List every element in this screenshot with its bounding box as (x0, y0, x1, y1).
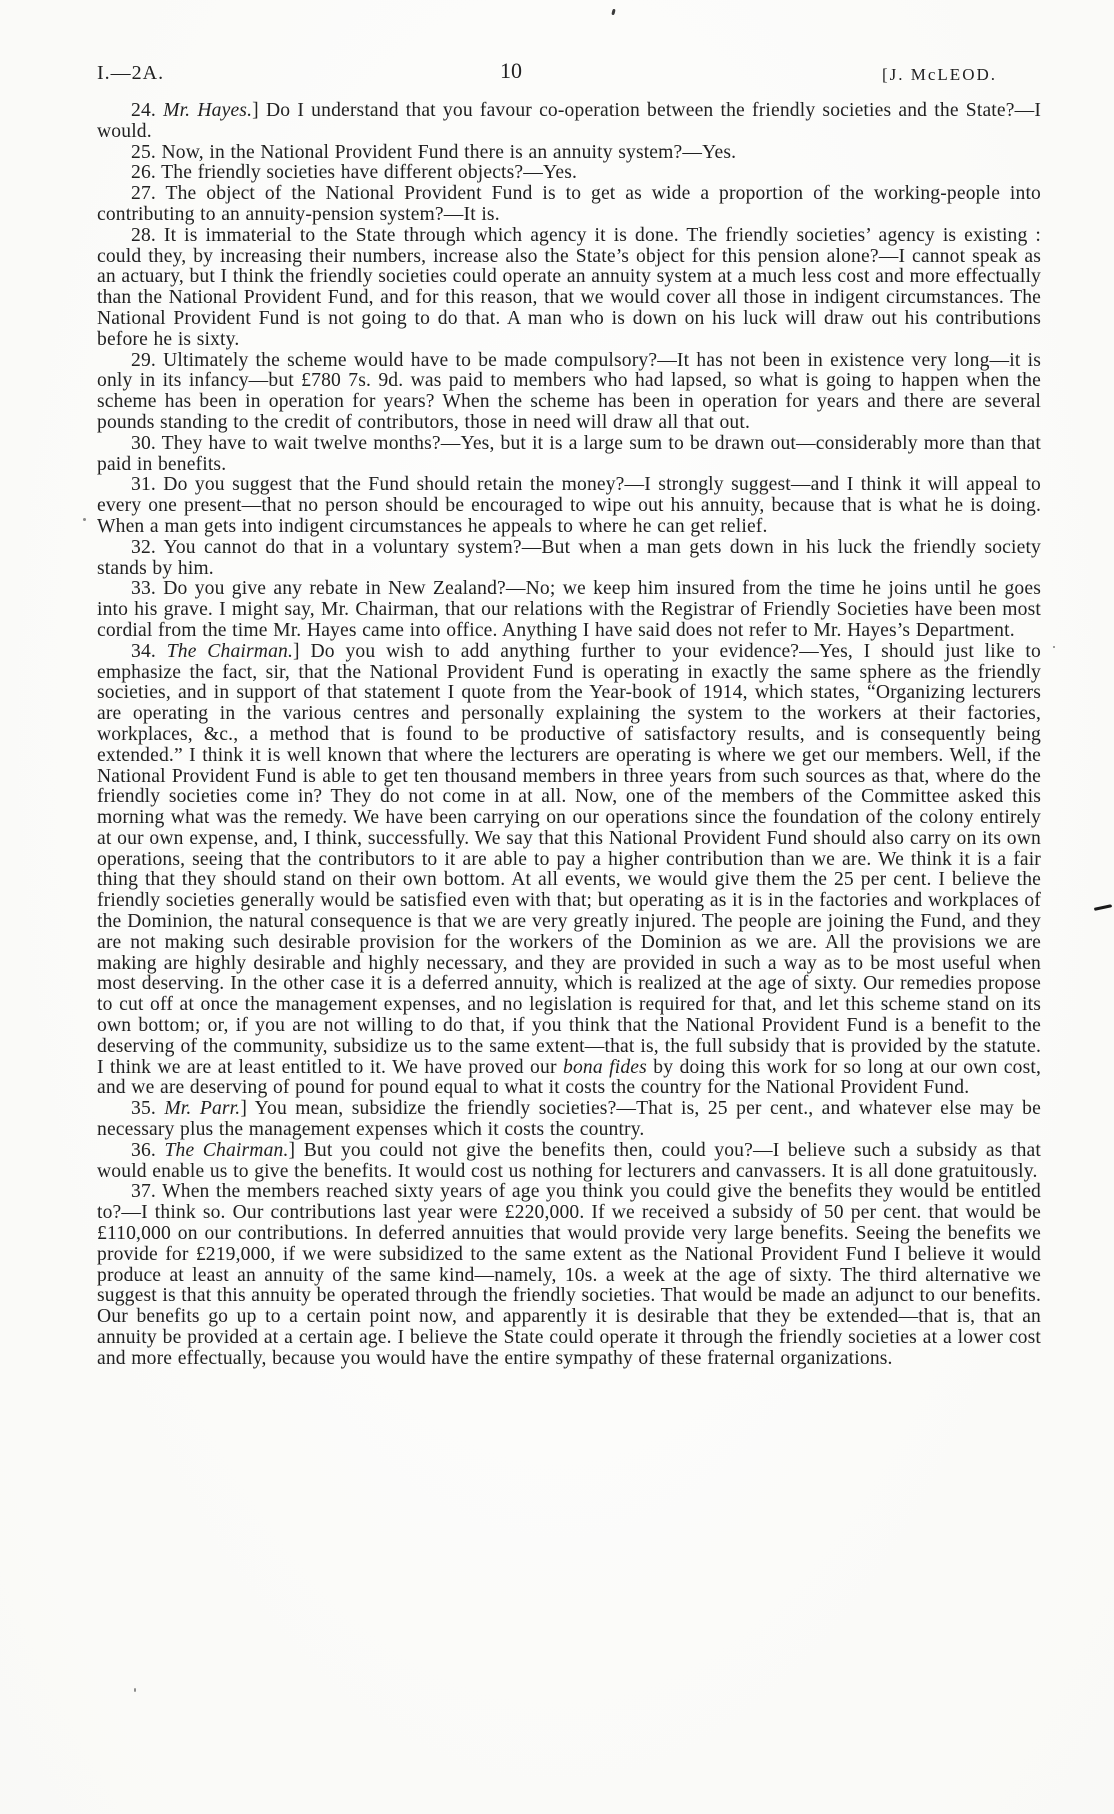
text-segment: 30. They have to wait twelve months?—Yes, but it is a large sum to be drawn out—considerably more than that paid in benefits. (97, 432, 1041, 475)
paragraph-26 (97, 163, 1041, 184)
italic-segment: Mr. Parr. (164, 1098, 241, 1120)
text-segment: 29. Ultimately the scheme would have to be made compulsory?—It has not been in existence very long—it is only in its infancy—but £780 7s. 9d. was paid to members who had lapsed, so what is going to happen when the scheme has been in operation for years? When the scheme has been in operation for years and there are several pounds standing to the credit of contributors, those in need will draw all that out. (97, 349, 1041, 433)
text-segment: ] But you could not give the benefits then, could you?—I believe such a subsidy as that would enable us to give the benefits. It would cost us nothing for lecturers and canvassers. It is all done gratuitously. (97, 1139, 1041, 1182)
document-signature: I.—2A. (97, 62, 165, 84)
witness-name-header: [J. McLEOD. (881, 65, 997, 84)
text-segment: 27. The object of the National Provident Fund is to get as wide a proportion of the working-people into contributing to an annuity-pension system?—It is. (97, 183, 1041, 225)
scan-speck (1053, 646, 1055, 648)
page-number: 10 (500, 58, 522, 83)
paragraph-37 (97, 1182, 1041, 1369)
text-segment: 28. It is immaterial to the State through which agency it is done. The friendly societies’ agency is existing : could they, by increasing their numbers, increase also the State’s object for this pension alone?—I cannot speak as an actuary, but I think the friendly societies could operate an annuity system at a much less cost and more effectually than the National Provident Fund, and for this reason, that we would cover all those in indigent circumstances. The National Provident Fund is not going to do that. A man who is down on his luck will draw out his contributions before he is sixty. (97, 224, 1041, 350)
testimony-text (97, 101, 1041, 1370)
text-segment: 33. Do you give any rebate in New Zealand?—No; we keep him insured from the time he joins until he goes into his grave. I might say, Mr. Chairman, that our relations with the Registrar of Friendly Societies have been most cordial from the time Mr. Hayes came into office. Anything I have said does not refer to Mr. Hayes’s Department. (97, 578, 1041, 641)
text-segment: by doing this work for so long at our own cost, and we are deserving of pound for pound equal to what it costs the country for the National Provident Fund. (97, 1056, 1041, 1099)
text-segment: 34. (131, 640, 167, 662)
paragraph-28 (97, 226, 1041, 351)
text-segment: ] Do you wish to add anything further to your evidence?—Yes, I should just like to emphasize the fact, sir, that the National Provident Fund is operating in exactly the same sphere as the friendly societies, and in support of that statement I quote from the Year-book of 1914, which states, “Organizing lecturers are operating in the various centres and personally explaining the system to the workers at their factories, workplaces, &c., a method that is found to be productive of satisfactory results, and is consequently being extended.” I think it is well known that where the lecturers are operating is where we get our members. Well, if the National Provident Fund is able to get ten thousand members in three years from such sources as that, where do the friendly societies come in? They do not come in at all. Now, one of the members of the Committee asked this morning what was the remedy. We have been carrying on our operations since the foundation of the colony entirely at our own expense, and, I think, successfully. We say that this National Provident Fund should also carry on its own operations, seeing that the contributors to it are able to pay a higher contribution than we are. We think it is a fair thing that they should stand on their own bottom. At all events, we would give them the 25 per cent. I believe the friendly societies generally would be satisfied even with that; but operating as it is in the factories and workplaces of the Dominion, the natural consequence is that we are very greatly injured. The people are joining the Fund, and they are not making such desirable provision for the workers of the Dominion as we are. All the provisions we are making are highly desirable and highly necessary, and they are provided in such a way as to be most useful when most deserving. In the other case it is a deferred annuity, which is realized at the age of sixty. Our remedies propose to cut off at once the management expenses, and no legislation is required for that, and let this scheme stand on its own bottom; or, if you are not willing to do that, if you think that the National Provident Fund is a benefit to the deserving of the community, subsidize us to the same extent—that is, the full subsidy that is provided by the statute. I think we are at least entitled to it. We have proved our (97, 640, 1041, 1078)
paragraph-29 (97, 351, 1041, 434)
text-segment: 25. Now, in the National Provident Fund there is an annuity system?—Yes. (131, 141, 737, 163)
pen-mark-artifact (1094, 904, 1112, 911)
text-segment: 31. Do you suggest that the Fund should retain the money?—I strongly suggest—and I think it will appeal to every one present—that no person should be encouraged to wipe out his annuity, because that is what he is doing. When a man gets into indigent circumstances he appeals to where he can get relief. (97, 474, 1041, 537)
text-segment: 36. (131, 1139, 165, 1161)
text-segment: 24. (131, 100, 164, 121)
text-segment: ] Do I understand that you favour co-operation between the friendly societies and the State?—I would. (97, 100, 1042, 142)
italic-segment: The Chairman. (166, 640, 294, 662)
text-segment: 26. The friendly societies have different objects?—Yes. (131, 162, 578, 184)
paragraph-36 (97, 1141, 1041, 1183)
text-segment: 32. You cannot do that in a voluntary system?—But when a man gets down in his luck the friendly society stands by him. (97, 536, 1041, 579)
text-segment: ] You mean, subsidize the friendly societies?—That is, 25 per cent., and whatever else may be necessary plus the management expenses which it costs the country. (97, 1098, 1041, 1141)
scan-speck (611, 9, 615, 16)
paragraph-25 (97, 143, 1041, 164)
text-segment: 35. (131, 1098, 165, 1120)
paragraph-30 (97, 434, 1041, 476)
text-segment: 37. When the members reached sixty years of age you think you could give the benefits they would be entitled to?—I think so. Our contributions last year were £220,000. If we received a subsidy of 50 per cent. that would be £110,000 on our contributions. In deferred annuities that would provide very large benefits. Seeing the benefits we provide for £219,000, if we were subsidized to the same extent as the National Provident Fund I believe it would produce at least an annuity of the same kind—namely, 10s. a week at the age of sixty. The third alternative we suggest is that this annuity be operated through the friendly societies. That would be made an adjunct to our benefits. Our benefits go up to a certain point now, and apparently it is desirable that they be extended—that is, that an annuity be provided at a certain age. I believe the State could operate it through the friendly societies at a lower cost and more effectually, because you would have the entire sympathy of these fraternal organizations. (97, 1181, 1041, 1369)
scan-speck (83, 518, 86, 521)
paragraph-24 (97, 101, 1041, 143)
paragraph-27 (97, 184, 1041, 226)
italic-segment: bona fides (563, 1056, 647, 1078)
paragraph-32 (97, 538, 1041, 580)
scan-speck (134, 1688, 136, 1692)
paragraph-34 (97, 642, 1041, 1100)
paragraph-35 (97, 1099, 1041, 1141)
italic-segment: The Chairman. (164, 1139, 289, 1161)
paragraph-31 (97, 475, 1041, 537)
italic-segment: Mr. Hayes. (163, 100, 253, 121)
paragraph-33 (97, 579, 1041, 641)
